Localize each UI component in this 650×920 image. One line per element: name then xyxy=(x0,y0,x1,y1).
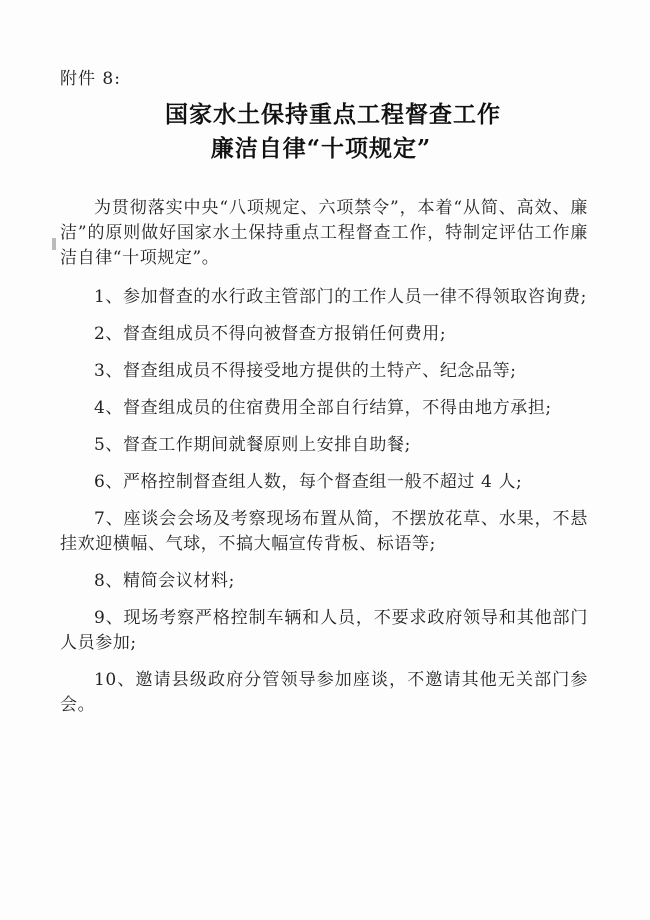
rule-item: 4、督查组成员的住宿费用全部自行结算，不得由地方承担; xyxy=(94,398,552,418)
rule-item: 9、现场考察严格控制车辆和人员，不要求政府领导和其他部门人员参加; xyxy=(60,608,588,653)
attachment-label: 附件 8: xyxy=(60,69,121,89)
rule-item: 8、精简会议材料; xyxy=(94,571,235,591)
rule-item: 5、督查工作期间就餐原则上安排自助餐; xyxy=(94,435,411,455)
document-title-line1: 国家水土保持重点工程督查工作 xyxy=(165,101,501,128)
scan-mark xyxy=(52,238,56,250)
rule-item: 10、邀请县级政府分管领导参加座谈，不邀请其他无关部门参会。 xyxy=(60,670,588,715)
rule-item: 7、座谈会会场及考察现场布置从简，不摆放花草、水果，不悬挂欢迎横幅、气球，不搞大幅宣传背板、标语等; xyxy=(60,509,588,554)
rule-item: 1、参加督查的水行政主管部门的工作人员一律不得领取咨询费; xyxy=(94,287,587,307)
document-title-line2: 廉洁自律“十项规定” xyxy=(210,135,432,162)
intro-paragraph: 为贯彻落实中央“八项规定、六项禁令”，本着“从简、高效、廉洁”的原则做好国家水土保持重点工程督查工作，特制定评估工作廉洁自律“十项规定”。 xyxy=(60,198,588,268)
document-body xyxy=(60,196,588,730)
rule-item: 2、督查组成员不得向被督查方报销任何费用; xyxy=(94,324,447,344)
rule-item: 3、督查组成员不得接受地方提供的土特产、纪念品等; xyxy=(94,361,517,381)
rule-item: 6、严格控制督查组人数，每个督查组一般不超过 4 人; xyxy=(94,472,523,492)
